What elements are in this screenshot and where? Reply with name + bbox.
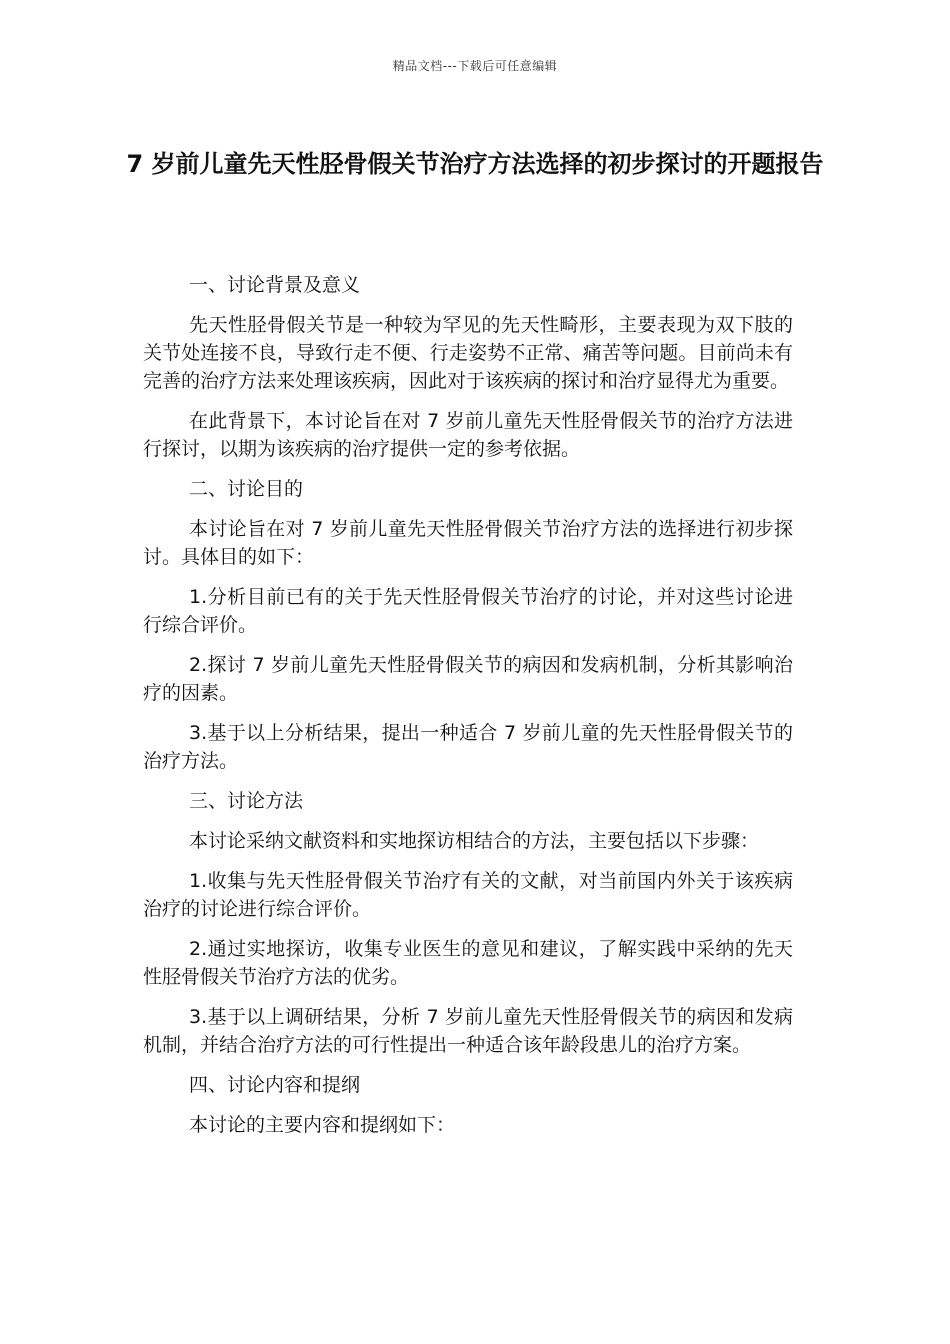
list-item: 3.基于以上分析结果，提出一种适合 7 岁前儿童的先天性胫骨假关节的治疗方法。 xyxy=(143,722,793,772)
document-body xyxy=(143,271,793,1151)
paragraph: 本讨论旨在对 7 岁前儿童先天性胫骨假关节治疗方法的选择进行初步探讨。具体目的如下： xyxy=(143,518,793,568)
paragraph: 先天性胫骨假关节是一种较为罕见的先天性畸形，主要表现为双下肢的关节处连接不良，导致行走不便、行走姿势不正常、痛苦等问题。目前尚未有完善的治疗方法来处理该疾病，因此对于该疾病的探讨和治疗显得尤为重要。 xyxy=(143,314,793,392)
page-header-note: 精品文档---下载后可任意编辑 xyxy=(392,59,558,73)
document-title: 7 岁前儿童先天性胫骨假关节治疗方法选择的初步探讨的开题报告 xyxy=(126,150,824,178)
section-heading-outline: 四、讨论内容和提纲 xyxy=(189,1074,361,1096)
section-heading-method: 三、讨论方法 xyxy=(189,790,304,812)
list-item: 1.分析目前已有的关于先天性胫骨假关节治疗的讨论，并对这些讨论进行综合评价。 xyxy=(143,586,793,636)
paragraph: 本讨论采纳文献资料和实地探访相结合的方法，主要包括以下步骤： xyxy=(189,830,760,852)
paragraph: 本讨论的主要内容和提纲如下： xyxy=(189,1114,456,1136)
list-item: 2.通过实地探访，收集专业医生的意见和建议，了解实践中采纳的先天性胫骨假关节治疗方法的优劣。 xyxy=(143,938,793,988)
paragraph: 在此背景下，本讨论旨在对 7 岁前儿童先天性胫骨假关节的治疗方法进行探讨，以期为该疾病的治疗提供一定的参考依据。 xyxy=(143,410,793,460)
section-heading-purpose: 二、讨论目的 xyxy=(189,478,304,500)
list-item: 2.探讨 7 岁前儿童先天性胫骨假关节的病因和发病机制，分析其影响治疗的因素。 xyxy=(143,654,793,704)
list-item: 3.基于以上调研结果，分析 7 岁前儿童先天性胫骨假关节的病因和发病机制，并结合治疗方法的可行性提出一种适合该年龄段患儿的治疗方案。 xyxy=(143,1006,793,1056)
section-heading-background: 一、讨论背景及意义 xyxy=(189,274,361,296)
list-item: 1.收集与先天性胫骨假关节治疗有关的文献，对当前国内外关于该疾病治疗的讨论进行综合评价。 xyxy=(143,870,793,920)
